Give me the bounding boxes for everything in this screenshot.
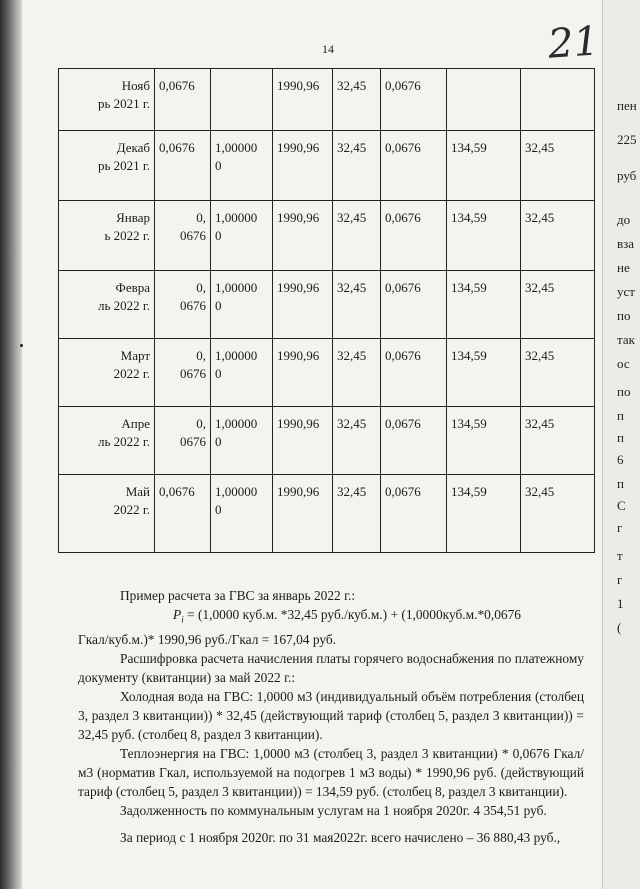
table-cell-c1: 0,0676 <box>155 69 211 131</box>
table-cell-c1: 0, 0676 <box>155 407 211 475</box>
table-cell-c7: 32,45 <box>521 339 595 407</box>
table-cell-c7 <box>521 69 595 131</box>
table-cell-c3: 1990,96 <box>273 475 333 553</box>
table-cell-c4: 32,45 <box>333 407 381 475</box>
table-cell-c2: 1,00000 0 <box>211 131 273 201</box>
table-cell-c1: 0, 0676 <box>155 201 211 271</box>
adjacent-page-margin <box>602 0 640 889</box>
table-cell-c4: 32,45 <box>333 131 381 201</box>
margin-fragment: 6 <box>617 452 624 467</box>
table-cell-month: Декаб рь 2021 г. <box>59 131 155 201</box>
margin-fragment: п <box>617 476 624 491</box>
margin-fragment: по <box>617 308 631 323</box>
table-cell-c2 <box>211 69 273 131</box>
table-row <box>59 339 595 407</box>
table-row <box>59 407 595 475</box>
table-row <box>59 201 595 271</box>
table-cell-c5: 0,0676 <box>381 407 447 475</box>
table-cell-c7: 32,45 <box>521 201 595 271</box>
margin-fragment: 225 <box>617 132 637 147</box>
table-row <box>59 475 595 553</box>
example-heading: Пример расчета за ГВС за январь 2022 г.: <box>120 588 356 603</box>
table-cell-c1: 0,0676 <box>155 131 211 201</box>
margin-fragment: т <box>617 548 623 563</box>
table-cell-c5: 0,0676 <box>381 271 447 339</box>
margin-fragment: п <box>617 408 624 423</box>
table-cell-c2: 1,00000 0 <box>211 201 273 271</box>
handwritten-page-mark: 21 <box>546 18 601 68</box>
table-row <box>59 69 595 131</box>
table-cell-c5: 0,0676 <box>381 131 447 201</box>
margin-fragment: г <box>617 520 623 535</box>
margin-fragment: 1 <box>617 596 624 611</box>
scan-speck <box>20 344 23 347</box>
margin-fragment: С <box>617 498 626 513</box>
table-cell-c5: 0,0676 <box>381 475 447 553</box>
formula-text-1: = (1,0000 куб.м. *32,45 руб./куб.м.) + (1,0000куб.м.*0,0676 <box>183 607 521 622</box>
table-cell-c3: 1990,96 <box>273 131 333 201</box>
table-cell-month: Март 2022 г. <box>59 339 155 407</box>
table-cell-month: Апре ль 2022 г. <box>59 407 155 475</box>
margin-fragment: по <box>617 384 631 399</box>
table-cell-c2: 1,00000 0 <box>211 339 273 407</box>
table-cell-c5: 0,0676 <box>381 201 447 271</box>
margin-fragment: г <box>617 572 623 587</box>
table-cell-c3: 1990,96 <box>273 201 333 271</box>
decoding-paragraph: Расшифровка расчета начисления платы горячего водоснабжения по платежному документу (квитанции) за май 2022 г.: <box>78 650 584 685</box>
billing-table <box>58 68 595 553</box>
table-cell-c3: 1990,96 <box>273 339 333 407</box>
table-cell-month: Нояб рь 2021 г. <box>59 69 155 131</box>
body-text <box>78 586 584 847</box>
table-cell-c7: 32,45 <box>521 407 595 475</box>
table-cell-c1: 0, 0676 <box>155 339 211 407</box>
formula-line-1 <box>78 605 584 630</box>
formula-symbol: P <box>173 607 182 622</box>
table-cell-c6: 134,59 <box>447 201 521 271</box>
table-cell-c6 <box>447 69 521 131</box>
debt-paragraph: Задолженность по коммунальным услугам на 1 ноября 2020г. 4 354,51 руб. <box>120 802 547 818</box>
scan-left-edge <box>0 0 22 889</box>
table-cell-c1: 0, 0676 <box>155 271 211 339</box>
table-cell-c3: 1990,96 <box>273 69 333 131</box>
table-cell-c4: 32,45 <box>333 201 381 271</box>
table-cell-c7: 32,45 <box>521 131 595 201</box>
table-cell-c2: 1,00000 0 <box>211 475 273 553</box>
margin-fragment: ( <box>617 620 622 635</box>
margin-fragment: так <box>617 332 635 347</box>
table-cell-month: Май 2022 г. <box>59 475 155 553</box>
table-cell-c6: 134,59 <box>447 475 521 553</box>
margin-fragment: до <box>617 212 631 227</box>
formula-line-2: Гкал/куб.м.)* 1990,96 руб./Гкал = 167,04 руб. <box>78 631 337 647</box>
margin-fragment: пен <box>617 98 637 113</box>
table-cell-c6: 134,59 <box>447 407 521 475</box>
heat-energy-paragraph: Теплоэнергия на ГВС: 1,0000 м3 (столбец 3, раздел 3 квитанции) * 0,0676 Гкал/м3 (норматив Гкал, используемой на подогрев 1 м3 воды) * 1990,96 руб. (действующий тариф (столбец 5, раздел 3 квитанции)) = 134,59 руб. (столбец 8, раздел 3 квитанции). <box>78 745 584 799</box>
table-cell-c5: 0,0676 <box>381 339 447 407</box>
table-cell-c6: 134,59 <box>447 339 521 407</box>
margin-fragment: уст <box>617 284 635 299</box>
table-cell-c4: 32,45 <box>333 475 381 553</box>
margin-fragment: вза <box>617 236 635 251</box>
table-cell-c6: 134,59 <box>447 131 521 201</box>
table-cell-c2: 1,00000 0 <box>211 407 273 475</box>
table-row <box>59 131 595 201</box>
formula-subscript: i <box>181 614 184 625</box>
table-cell-c7: 32,45 <box>521 271 595 339</box>
table-cell-c1: 0,0676 <box>155 475 211 553</box>
table-cell-c7: 32,45 <box>521 475 595 553</box>
table-cell-month: Февра ль 2022 г. <box>59 271 155 339</box>
table-cell-month: Январ ь 2022 г. <box>59 201 155 271</box>
table-cell-c4: 32,45 <box>333 271 381 339</box>
margin-fragment: ос <box>617 356 630 371</box>
table-cell-c6: 134,59 <box>447 271 521 339</box>
margin-fragment: п <box>617 430 624 445</box>
table-cell-c4: 32,45 <box>333 69 381 131</box>
margin-fragment: руб <box>617 168 637 183</box>
margin-fragment: не <box>617 260 630 275</box>
table-cell-c5: 0,0676 <box>381 69 447 131</box>
period-paragraph: За период с 1 ноября 2020г. по 31 мая2022г. всего начислено – 36 880,43 руб., <box>120 829 561 845</box>
table-cell-c2: 1,00000 0 <box>211 271 273 339</box>
table-row <box>59 271 595 339</box>
table-cell-c3: 1990,96 <box>273 407 333 475</box>
cold-water-paragraph: Холодная вода на ГВС: 1,0000 м3 (индивидуальный объём потребления (столбец 3, раздел 3 квитанции)) * 32,45 (действующий тариф (столбец 5, раздел 3 квитанции)) = 32,45 руб. (столбец 8, раздел 3 квитанции). <box>78 688 584 742</box>
table-cell-c3: 1990,96 <box>273 271 333 339</box>
page-number: 14 <box>322 42 334 56</box>
table-cell-c4: 32,45 <box>333 339 381 407</box>
